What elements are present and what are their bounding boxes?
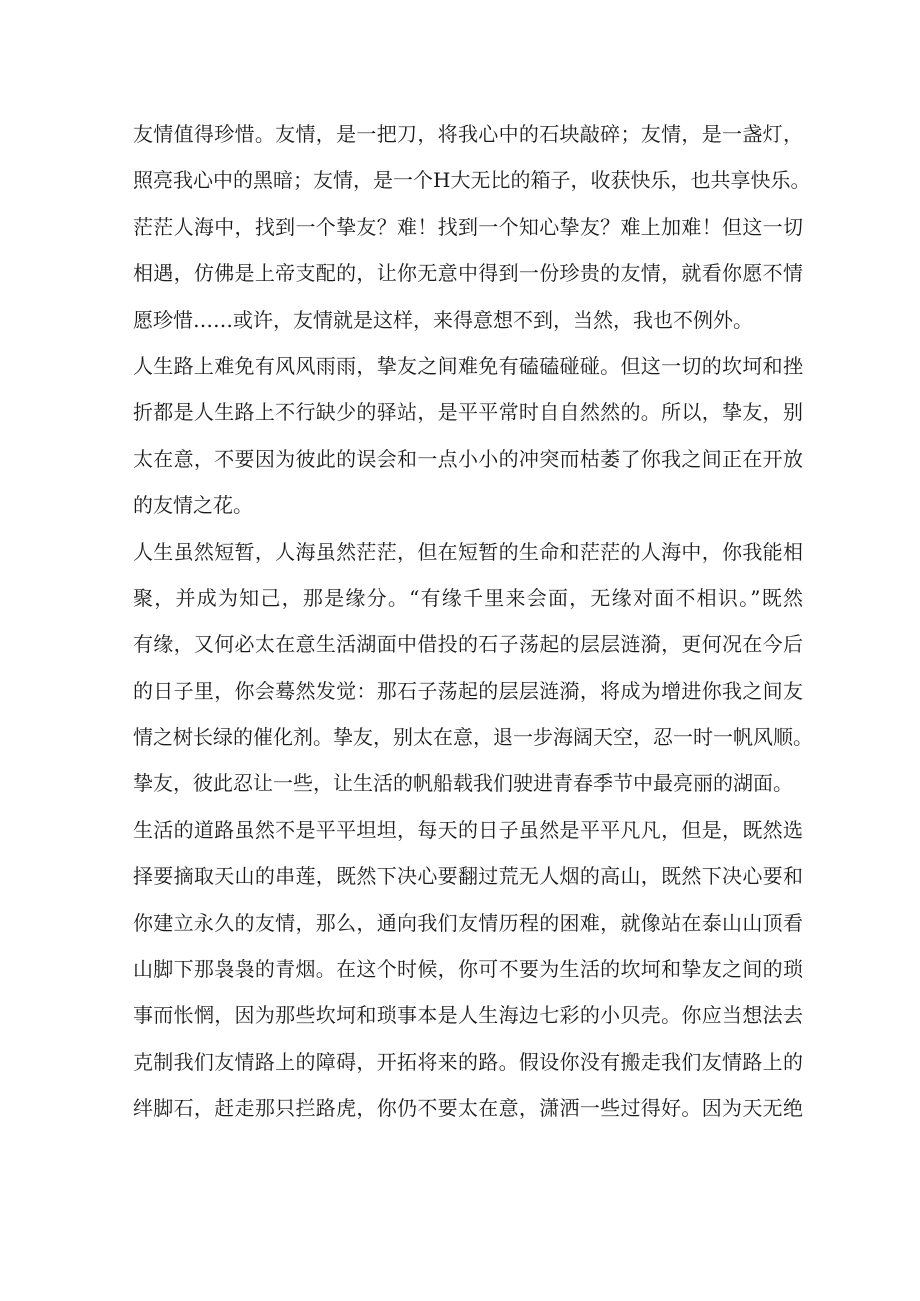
text-line: 生活的道路虽然不是平平坦坦，每天的日子虽然是平平凡凡，但是，既然选 — [133, 817, 803, 842]
text-line: 折都是人生路上不行缺少的驿站，是平平常时自自然然的。所以，挚友，别 — [133, 400, 803, 425]
text-line: 照亮我心中的黑暗；友情，是一个H大无比的箱子，收获快乐，也共享快乐。 — [133, 168, 811, 193]
text-line: 愿珍惜……或许，友情就是这样，来得意想不到，当然，我也不例外。 — [133, 307, 753, 332]
text-line: 相遇，仿佛是上帝支配的，让你无意中得到一份珍贵的友情，就看你愿不情 — [133, 261, 803, 286]
text-line: 山脚下那袅袅的青烟。在这个时候，你可不要为生活的坎坷和挚友之间的琐 — [133, 957, 803, 982]
text-line: 绊脚石，赶走那只拦路虎，你仍不要太在意，潇洒一些过得好。因为天无绝 — [133, 1096, 803, 1121]
text-line: 你建立永久的友情，那么，通向我们友情历程的困难，就像站在泰山山顶看 — [133, 910, 803, 935]
text-line: 太在意，不要因为彼此的误会和一点小小的冲突而枯萎了你我之间正在开放 — [133, 446, 803, 471]
text-line: 克制我们友情路上的障碍，开拓将来的路。假设你没有搬走我们友情路上的 — [133, 1049, 803, 1074]
text-line: 择要摘取天山的串莲，既然下决心要翻过荒无人烟的高山，既然下决心要和 — [133, 864, 803, 889]
essay-body — [133, 111, 813, 1132]
text-line: 挚友，彼此忍让一些，让生活的帆船载我们驶进青春季节中最亮丽的湖面。 — [133, 771, 793, 796]
text-line: 人生路上难免有风风雨雨，挚友之间难免有磕磕碰碰。但这一切的坎坷和挫 — [133, 353, 803, 378]
text-line: 事而怅惘，因为那些坎坷和琐事本是人生海边七彩的小贝壳。你应当想法去 — [133, 1003, 803, 1028]
text-line: 的友情之花。 — [133, 493, 253, 518]
text-line: 聚，并成为知己，那是缘分。“有缘千里来会面，无缘对面不相识。”既然 — [133, 585, 803, 610]
text-line: 情之树长绿的催化剂。挚友，别太在意，退一步海阔天空，忍一时一帆风顺。 — [133, 725, 813, 750]
text-line: 的日子里，你会蓦然发觉：那石子荡起的层层涟漪，将成为增进你我之间友 — [133, 678, 803, 703]
text-line: 茫茫人海中，找到一个挚友？难！找到一个知心挚友？难上加难！但这一切 — [133, 214, 803, 239]
text-line: 友情值得珍惜。友情，是一把刀，将我心中的石块敲碎；友情，是一盏灯， — [133, 122, 803, 146]
text-line: 人生虽然短暂，人海虽然茫茫，但在短暂的生命和茫茫的人海中，你我能相 — [133, 539, 803, 564]
text-line: 有缘，又何必太在意生活湖面中借投的石子荡起的层层涟漪，更何况在今后 — [133, 632, 803, 657]
